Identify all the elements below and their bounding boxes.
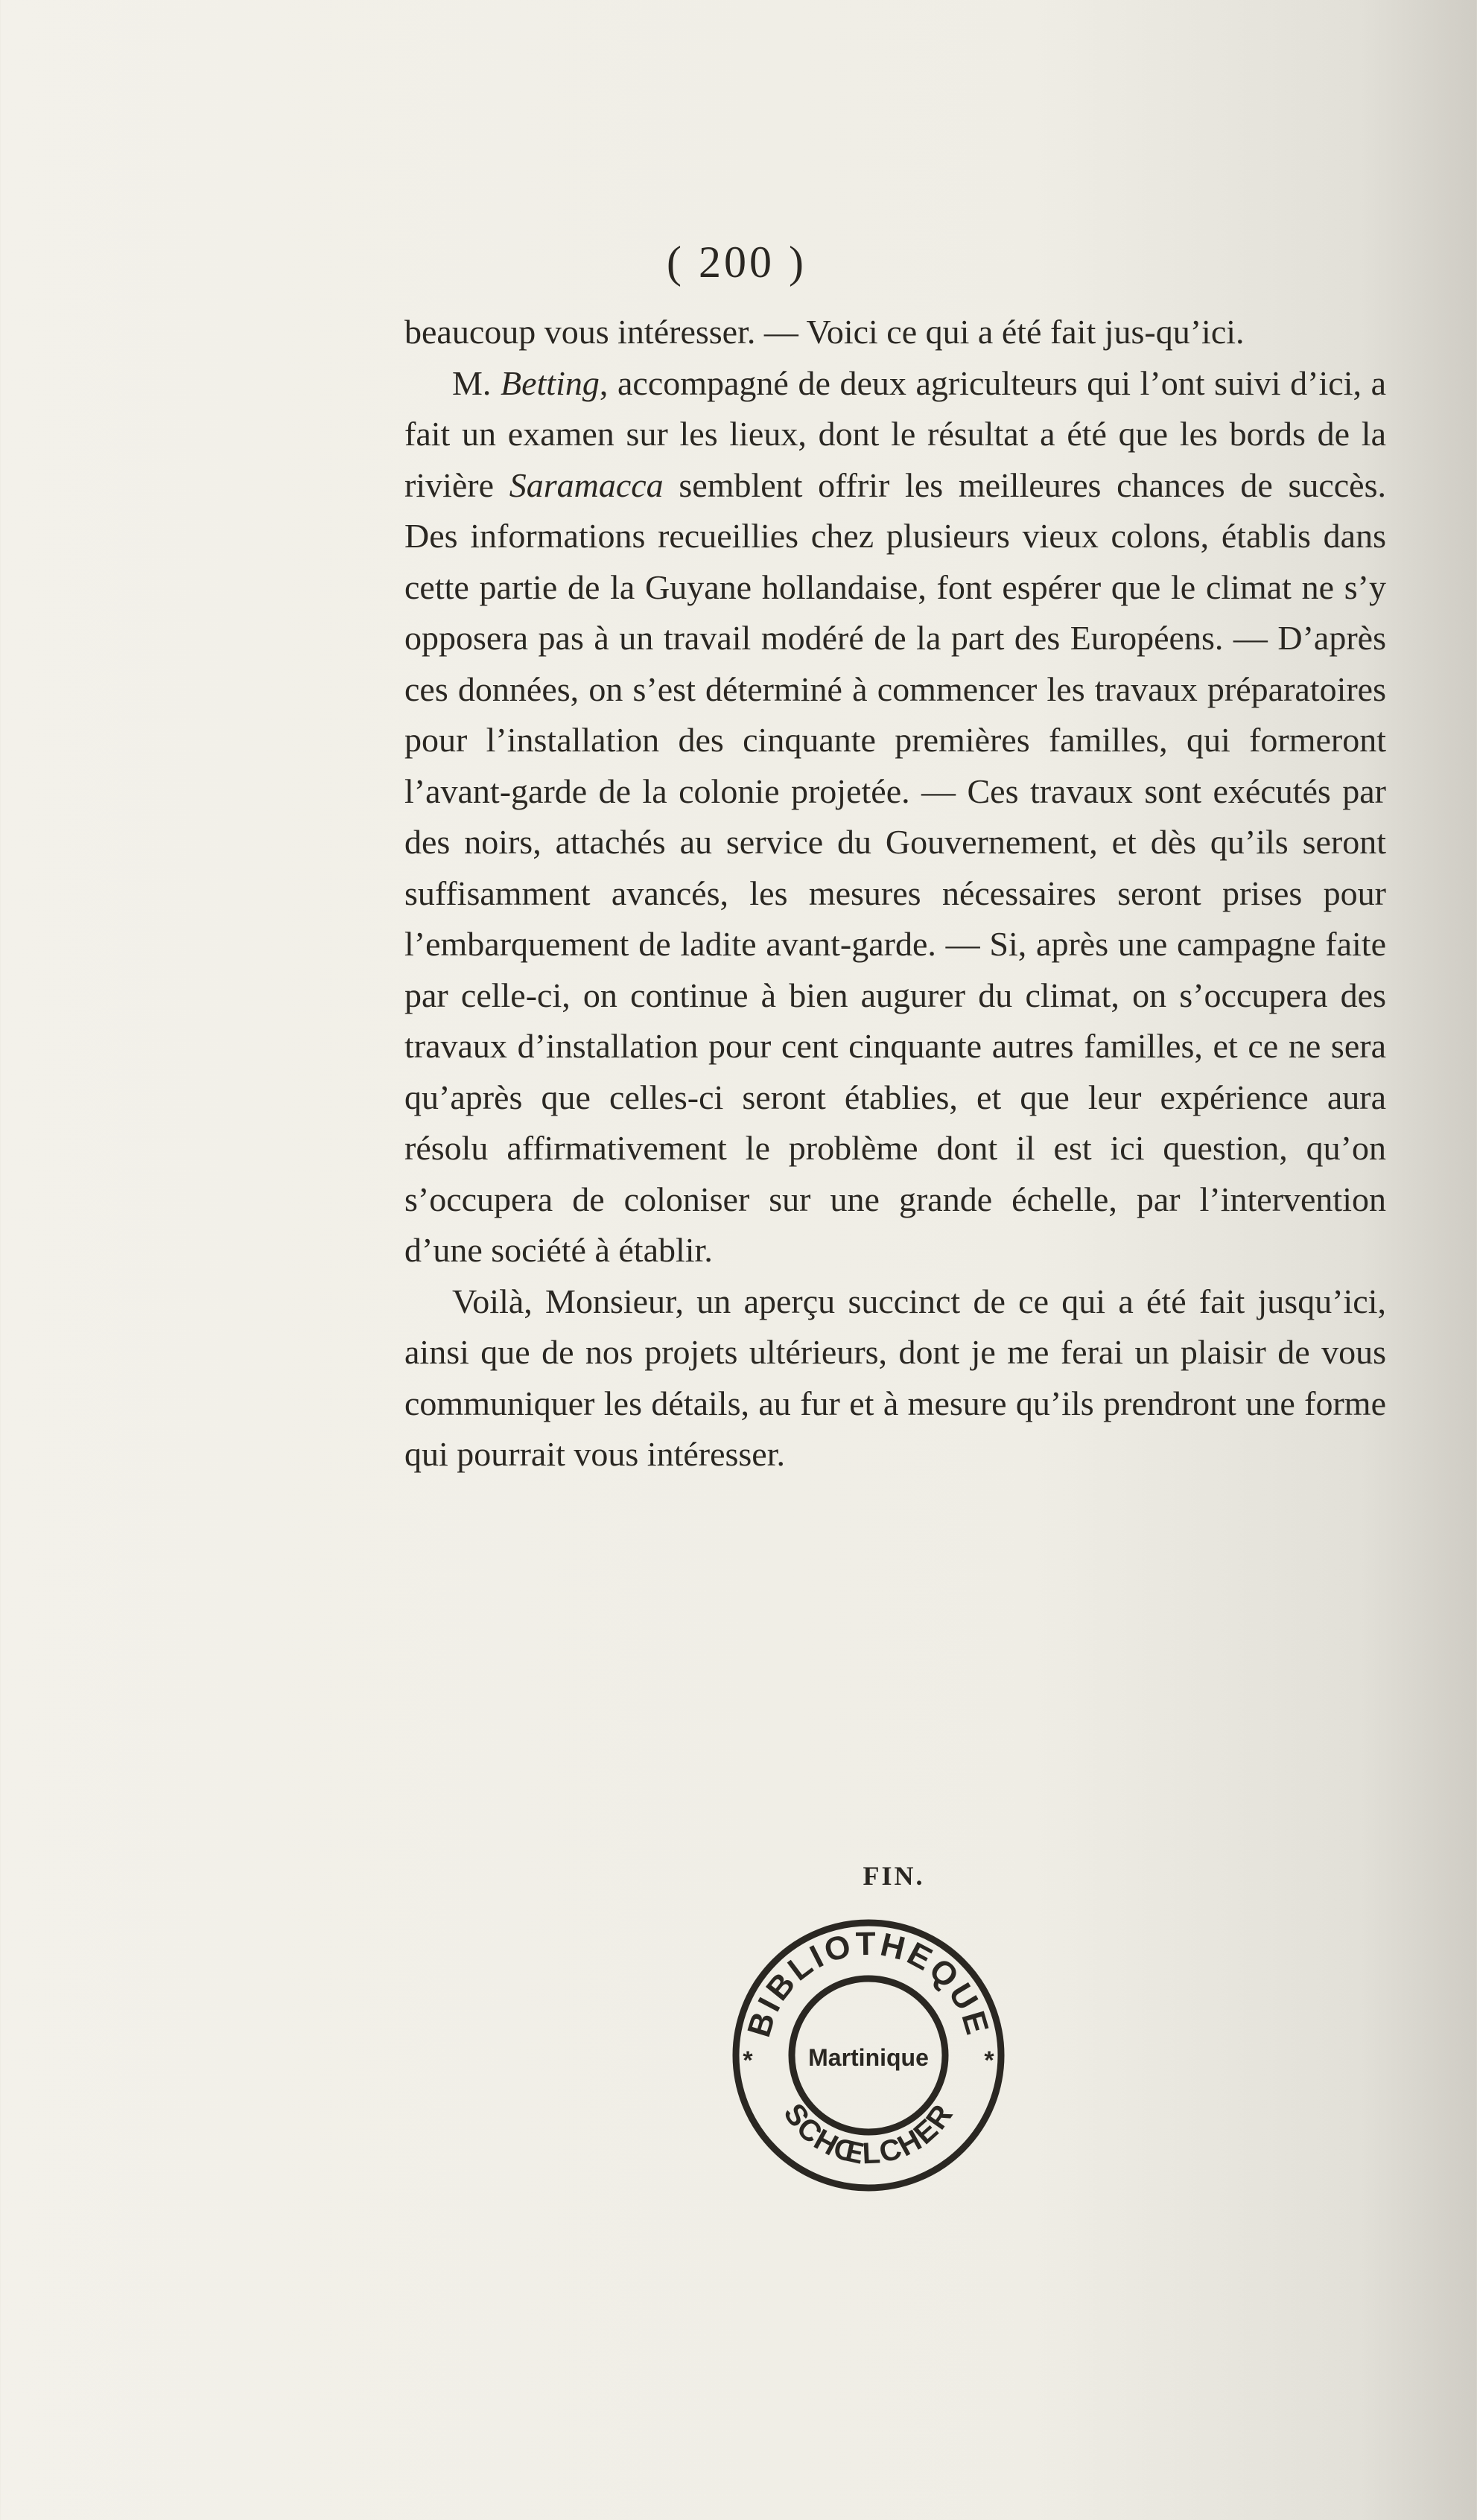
paragraph-2-part-5: semblent offrir les meilleures chances de succès. Des informations recueillies chez plusieurs vieux colons, établis dans cette partie de la Guyane hollandaise, font espérer que le climat ne s’y opposera pas à un travail modéré de la part des Européens. — D’après ces données, on s’est déterminé à commencer les travaux préparatoires pour l’installation des cinquante premières familles, qui formeront l’avant-garde de la colonie projetée. — Ces travaux sont exécutés par des noirs, attachés au service du Gouvernement, et dès qu’ils seront suffisamment avancés, les mesures nécessaires seront prises pour l’embarquement de ladite avant-garde. — Si, après une campagne faite par celle-ci, on continue à bien augurer du climat, on s’occupera des travaux d’installation pour cent cinquante autres familles, et ce ne sera qu’après que celles-ci seront établies, et que leur expérience aura résolu affirmativement le problème dont il est ici question, qu’on s’occupera de coloniser sur une grande échelle, par l’intervention d’une société à établir. [404,465,1387,1269]
stamp-star-right: * [984,2046,994,2075]
paragraph-2-part-1: M. [452,363,501,402]
stamp-star-left: * [743,2046,753,2075]
river-saramacca: Saramacca [509,465,664,504]
page-number: ( 200 ) [667,238,807,287]
stamp-top-text: BIBLIOTHEQUE [740,1925,997,2042]
name-betting: Betting [501,363,600,402]
paragraph-2-part-3: , accompagné de deux agriculteurs qui l’ont suivi d’ici, a fait un examen sur les lieux, dont le résultat a été que les bords de la rivière [404,363,1386,504]
body-text [404,307,1386,1480]
closing-fin: FIN. [863,1861,925,1891]
library-stamp-icon [727,1914,1010,2197]
paragraph-2 [404,358,1386,1276]
library-stamp [727,1914,1010,2197]
stamp-center-text: Martinique [808,2044,929,2071]
paragraph-1: beaucoup vous intéresser. — Voici ce qui a été fait jus-qu’ici. [404,313,1245,351]
paragraph-3: Voilà, Monsieur, un aperçu succinct de ce qui a été fait jusqu’ici, ainsi que de nos projets ultérieurs, dont je me ferai un plaisir de vous communiquer les détails, au fur et à mesure qu’ils prendront une forme qui pourrait vous intéresser. [404,1282,1386,1473]
svg-text:BIBLIOTHEQUE [740,1926,996,2041]
stamp-bottom-text: SCHŒLCHER [777,2097,960,2171]
